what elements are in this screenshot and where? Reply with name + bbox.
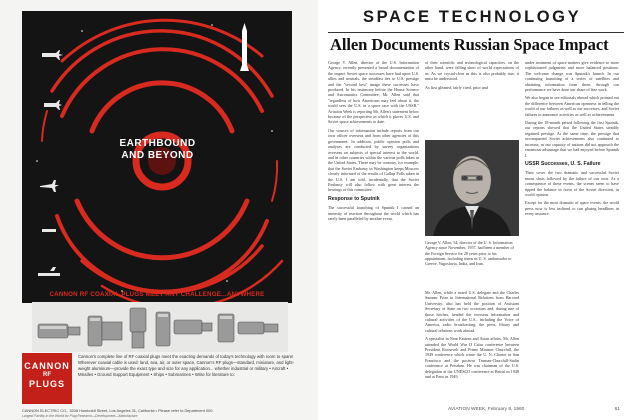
article-column-2 xyxy=(425,60,519,93)
paragraph: under treatment of space matters give evidence to more sophisticated judgments and more balanced positions. The welcome change was Sputnik's launch. In our continuing launching of a series of satellites and obtaining information from these, through our performance we have done our share of fine work. xyxy=(525,60,619,93)
ad-headline-line2: AND BEYOND xyxy=(121,150,194,161)
paragraph: A specialist in Near Eastern and Asian affairs, Mr. Allen attended the World War II Cairo conference between President Roosevelt and Prime Minister Churchill, the 1949 conference which wrote the U. N. Charter in San Francisco and the postwar Truman-Churchill-Stalin conference at Potsdam. He was chairman of the U.S. delegation at the UNESCO conference at Beirut in 1948 and at Paris in 1949. xyxy=(425,336,519,380)
logo-line2: RF xyxy=(43,372,51,378)
subhead-ussr-successes: USSR Successes, U. S. Failure xyxy=(525,160,601,167)
page-number: 61 xyxy=(614,407,620,412)
paragraph: of their scientific and technological capacities, on the other hand, were falling short of world expectations of us. As we crystal-clear as this is also probably true, it must be understood. xyxy=(425,60,519,82)
paragraph: Mr. Allen, while a noted U.S. delegate and the Charles Sumner Prize in International Relations from Harvard University, also has held the position of Assistant Secretary of State on two occasions and, during one of those hitches, headed the overseas information and cultural activities of the U.S., including the Voice of America, radio broadcasting, the press, library and cultural relations work abroad. xyxy=(425,290,519,333)
logo-line3: PLUGS xyxy=(28,379,65,389)
paragraph: As first gleaned, fairly cited, prior and xyxy=(425,84,488,90)
portrait-illustration xyxy=(425,140,519,236)
paragraph: Except for the most dramatic of space events, the world press now is less inclined to run glaring headlines in every instance. xyxy=(525,200,619,217)
george-allen-portrait xyxy=(425,140,519,236)
paragraph: The successful launching of Sputnik I caused an intensity of reaction throughout the world which has rarely been paralleled by another event. xyxy=(328,205,419,221)
ad-company-address: CANNON ELECTRIC CO., 3208 Humboldt Street, Los Angeles 31, California • Please refer to Department 000. xyxy=(22,408,214,413)
ad-tagline: CANNON RF COAXIAL PLUGS MEET ANY CHALLENGE...ANYWHERE xyxy=(49,291,265,298)
ad-footnote: Largest Facility in the World for Plug Research—Development—Manufacture xyxy=(22,414,138,418)
logo-line1: CANNON xyxy=(24,361,70,371)
paragraph: We also began to see editorials abroad which pointed out the difference between American openness in telling the world of our failures as well as our successes, and Soviet failures to announce activities as well as achievements. xyxy=(525,95,619,117)
section-title: SPACE TECHNOLOGY xyxy=(363,8,582,26)
ad-headline xyxy=(70,138,245,162)
coaxial-plugs-illustration xyxy=(32,302,288,352)
article-column-1 xyxy=(328,60,419,224)
rf-plugs-photo xyxy=(32,302,288,352)
article-page xyxy=(318,0,632,420)
paragraph: During the 18-month period following the first Sputnik, our reports showed that the United States steadily regained prestige. At the same time, the prestige that accompanied Soviet achievements also continued to increase, as our capacity of nations did not approach the enormous advantage that we had enjoyed before Sputnik I. xyxy=(525,120,619,158)
magazine-footer: AVIATION WEEK, February 8, 1960 xyxy=(448,407,525,412)
cannon-plugs-logo xyxy=(22,353,72,404)
ad-headline-line1: EARTHBOUND xyxy=(119,138,196,149)
article-column-2-lower xyxy=(425,290,519,383)
portrait-caption: George V. Allen, 54, director of the U. S. Information Agency since November, 1957, had been a member of the Foreign Service for 28 years prior to his appointment, including terms as U. S. ambassador to Greece, Yugoslavia, India, and Iran. xyxy=(425,240,514,267)
paragraph: George V. Allen, director of the U.S. Information Agency, recently presented a broad documentation of the impact Soviet space successes have had upon U.S. allies and neutrals, the steadfast ties to U.S. prestige and the "second best" image these successes have produced. In his testimony before the House Science and Astronautics Committee, Mr. Allen said that "regardless of how Americans may feel about it, the world sees the U.S. in a space race with the USSR." Aviation Week is reporting Mr. Allen's statement below because of the perspective in which it places U.S. and Soviet space achievements to date. xyxy=(328,60,419,125)
ad-body-copy: Cannon's complete line of RF coaxial plugs meet the exacting demands of today's technology with room to spare! Wherever coaxial cable is used: land, sea, air, or outer space, Cannon's RF plugs—standard, miniature, and light-weight aluminum—provide the exact type and size for any application... whether industrial or military • Aircraft • Missiles • Ground Support Equipment • Ships • Submarines • Write for literature to: xyxy=(78,354,295,377)
article-headline: Allen Documents Russian Space Impact xyxy=(330,35,609,54)
paragraph: Our sources of information include reports from our own officer overseas and from other agencies of this government. In addition, public opinion polls and analyses are conducted by survey organizations overseas on subjects of special interest to the world, and in other countries within the various polls taken in the United States. These may be contrary, for example, that the Soviet Embassy in Washington keeps Moscow closely informed of the results of Gallup Polls taken in the U.S. I am told, incidentally, that the Soviet Embassy will also follow with great interest the hearings of this committee. xyxy=(328,127,419,193)
header-rule xyxy=(328,32,624,33)
article-column-3 xyxy=(525,60,619,220)
paragraph: Their cover the two dramatic and successful Soviet moon shots followed by the failure of our own. As a consequence of these events, the scenes seem to have tipped the balance in favor of the Soviet direction, in world opinion. xyxy=(525,170,619,197)
subhead-response-to-sputnik: Response to Sputnik xyxy=(328,195,380,202)
